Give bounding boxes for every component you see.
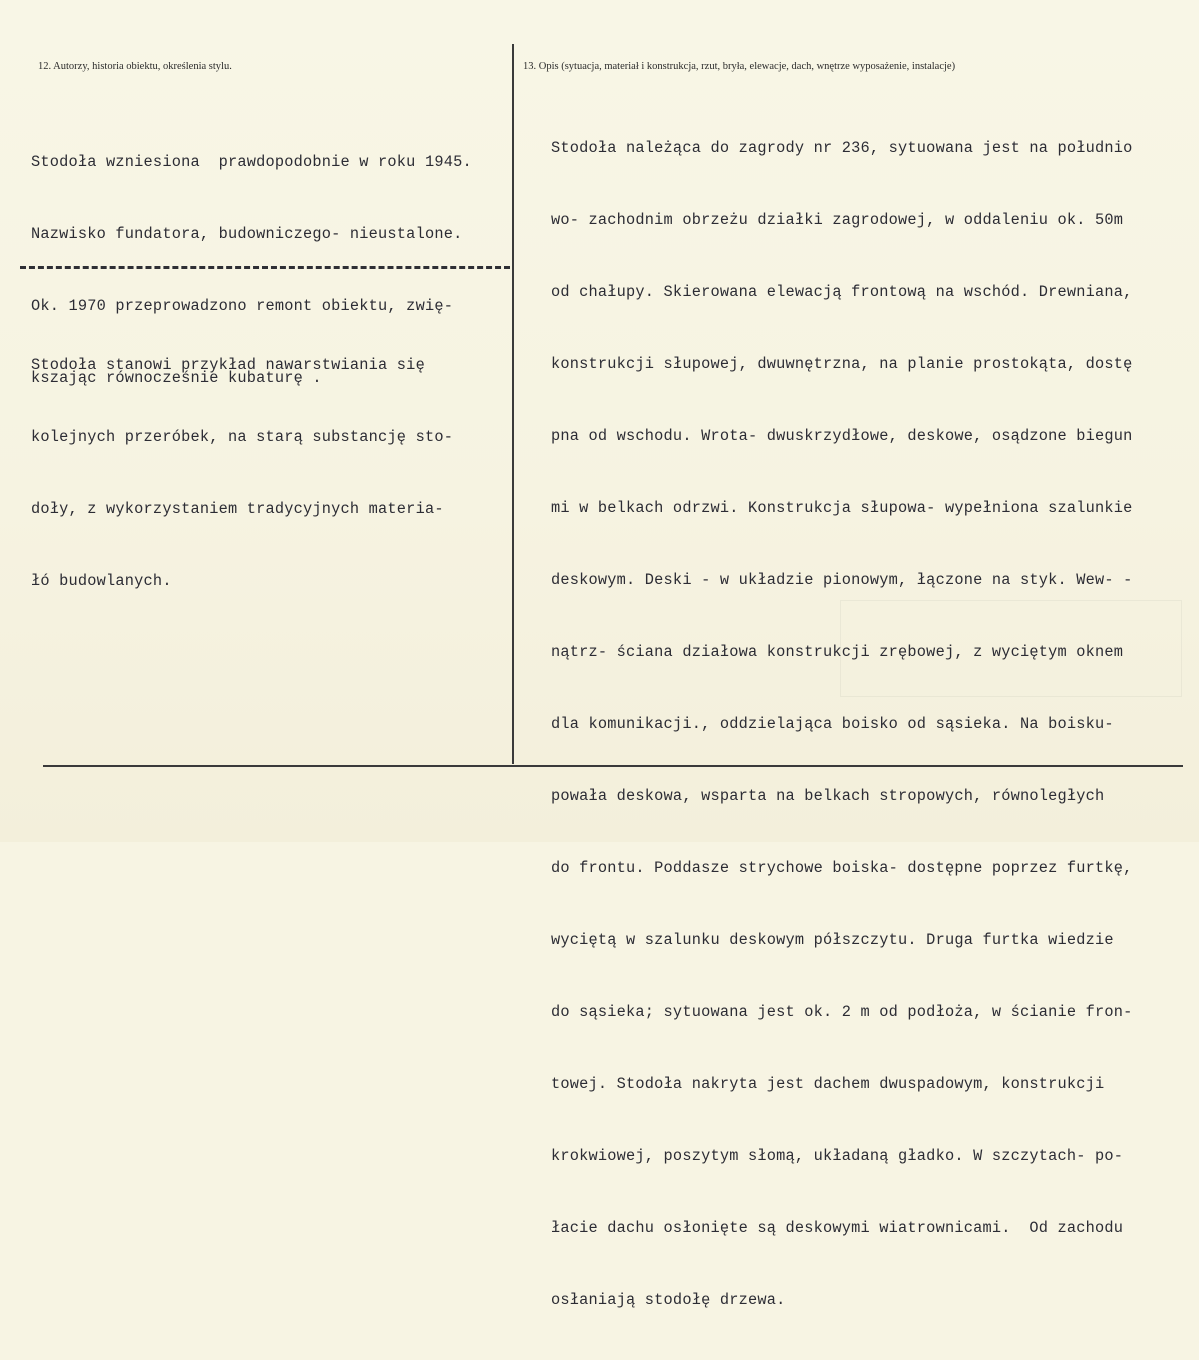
description-line: dla komunikacji., oddzielająca boisko od sąsieka. Na boisku-	[551, 715, 1114, 733]
style-line: Stodoła stanowi przykład nawarstwiania się	[31, 356, 425, 374]
description-line: pna od wschodu. Wrota- dwuskrzydłowe, deskowe, osądzone biegun	[551, 427, 1133, 445]
style-line: łó budowlanych.	[31, 572, 172, 590]
description-line: mi w belkach odrzwi. Konstrukcja słupowa- wypełniona szalunkie	[551, 499, 1133, 517]
vertical-divider	[512, 44, 514, 764]
style-line: kolejnych przeróbek, na starą substancję sto-	[31, 428, 454, 446]
description-line: krokwiowej, poszytym słomą, układaną gładko. W szczytach- po-	[551, 1147, 1124, 1165]
history-line: kszając równocześnie kubaturę .	[31, 369, 322, 387]
section-12-heading: 12. Autorzy, historia obiektu, określenia stylu.	[38, 61, 232, 72]
description-line: wyciętą w szalunku deskowym półszczytu. Druga furtka wiedzie	[551, 931, 1114, 949]
description-line: do sąsieka; sytuowana jest ok. 2 m od podłoża, w ścianie fron-	[551, 1003, 1133, 1021]
description-line: powała deskowa, wsparta na belkach stropowych, równoległych	[551, 787, 1105, 805]
description-line: do frontu. Poddasze strychowe boiska- dostępne poprzez furtkę,	[551, 859, 1133, 877]
description-line: łacie dachu osłonięte są deskowymi wiatrownicami. Od zachodu	[551, 1219, 1124, 1237]
description-line: osłaniają stodołę drzewa.	[551, 1291, 786, 1309]
description-line: deskowym. Deski - w układzie pionowym, łączone na styk. Wew- -	[551, 571, 1133, 589]
history-line: Nazwisko fundatora, budowniczego- nieustalone.	[31, 225, 463, 243]
description-line: konstrukcji słupowej, dwuwnętrzna, na planie prostokąta, dostę	[551, 355, 1133, 373]
history-line: Stodoła wzniesiona prawdopodobnie w roku 1945.	[31, 153, 472, 171]
description-line: wo- zachodnim obrzeżu działki zagrodowej, w oddaleniu ok. 50m	[551, 211, 1124, 229]
style-text	[31, 305, 453, 641]
history-line: Ok. 1970 przeprowadzono remont obiektu, zwię-	[31, 297, 454, 315]
description-line: towej. Stodoła nakryta jest dachem dwuspadowym, konstrukcji	[551, 1075, 1105, 1093]
description-text	[551, 88, 1133, 1360]
section-13-heading: 13. Opis (sytuacja, materiał i konstrukcja, rzut, bryła, elewacje, dach, wnętrze wyposażenie, instalacje)	[523, 61, 956, 72]
style-line: doły, z wykorzystaniem tradycyjnych materia-	[31, 500, 444, 518]
description-line: od chałupy. Skierowana elewacją frontową na wschód. Drewniana,	[551, 283, 1133, 301]
description-line: nątrz- ściana działowa konstrukcji zrębowej, z wyciętym oknem	[551, 643, 1124, 661]
description-line: Stodoła należąca do zagrody nr 236, sytuowana jest na południo	[551, 139, 1133, 157]
